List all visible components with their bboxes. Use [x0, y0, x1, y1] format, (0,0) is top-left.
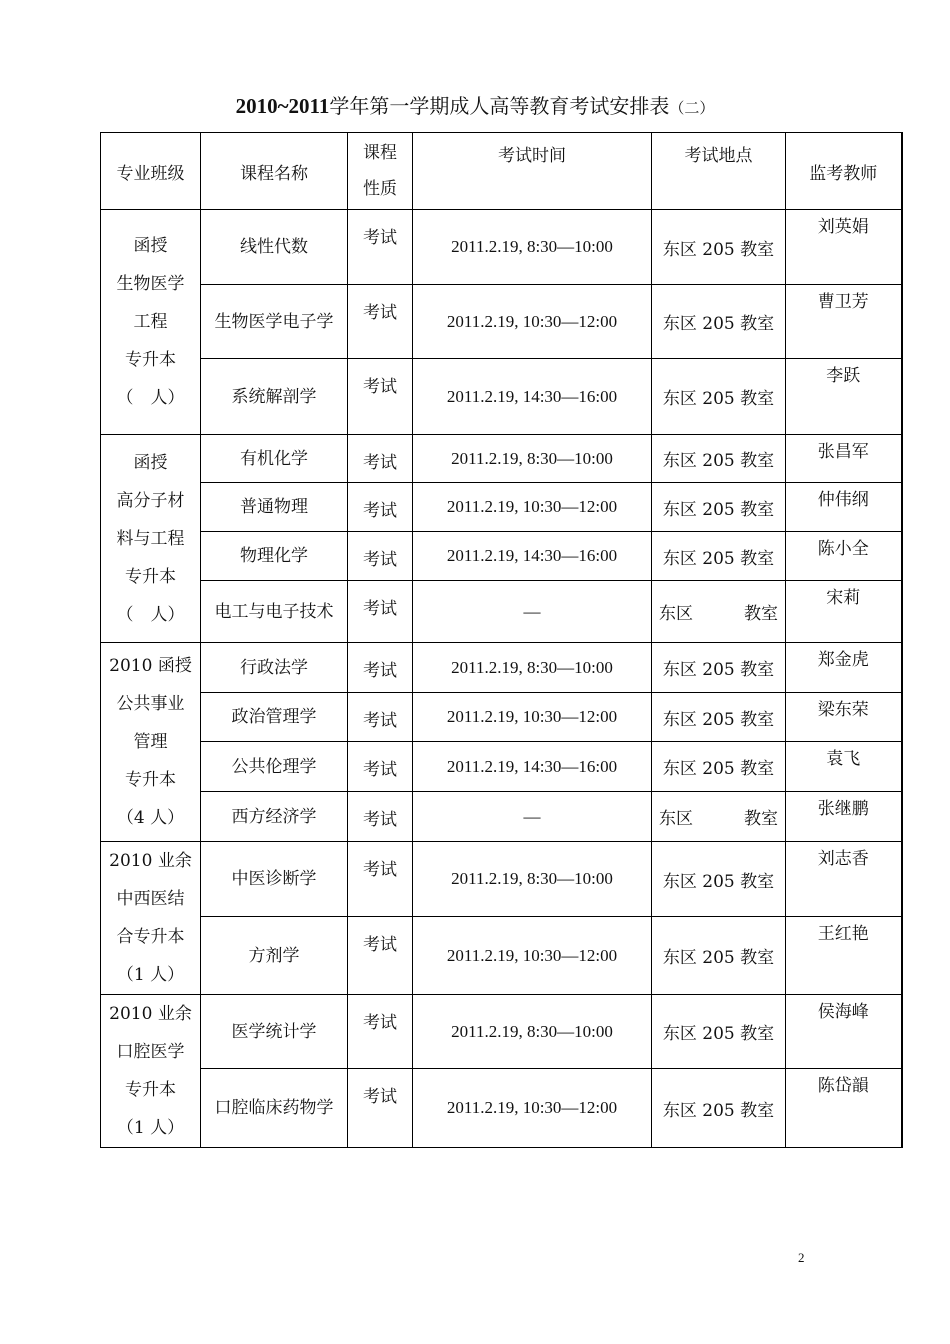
class-group-line: 专升本 [125, 566, 176, 587]
course-nature-cell: 考试 [348, 995, 413, 1069]
course-name-cell: 中医诊断学 [201, 842, 348, 917]
course-name-cell: 有机化学 [201, 435, 348, 483]
exam-time-cell: 2011.2.19, 14:30—16:00 [413, 359, 652, 435]
class-group-line: 高分子材 [116, 490, 185, 511]
header-course: 课程名称 [201, 133, 348, 210]
table-row [101, 842, 902, 917]
exam-time-cell: 2011.2.19, 10:30—12:00 [413, 285, 652, 359]
header-nature-line1: 课程 [363, 143, 397, 163]
course-name-cell: 电工与电子技术 [201, 581, 348, 643]
exam-location-cell: 东区 205 教室 [652, 643, 786, 693]
header-row [101, 133, 902, 210]
table-row [101, 995, 902, 1069]
class-group-line: 合专升本 [116, 927, 185, 947]
exam-location-cell: 东区 205 教室 [652, 917, 786, 995]
invigilator-cell: 袁飞 [786, 742, 902, 792]
class-group-line: 中西医结 [116, 889, 185, 909]
class-group-cell [101, 210, 201, 435]
table-row [101, 917, 902, 995]
header-nature [348, 133, 413, 210]
class-group-cell [101, 995, 201, 1148]
course-nature-cell: 考试 [348, 643, 413, 693]
invigilator-cell: 刘志香 [786, 842, 902, 917]
class-group-line: 函授 [133, 236, 168, 256]
class-group-line: （ 人） [116, 388, 185, 408]
exam-time-cell: — [413, 792, 652, 842]
header-nature-line2: 性质 [363, 179, 397, 199]
invigilator-cell: 郑金虎 [786, 643, 902, 693]
class-group-line: 函授 [133, 452, 168, 473]
table-row [101, 285, 902, 359]
class-group-line: （1 人） [116, 965, 185, 985]
exam-time-cell: 2011.2.19, 10:30—12:00 [413, 693, 652, 742]
table-row [101, 210, 902, 285]
course-nature-cell: 考试 [348, 917, 413, 995]
header-teacher: 监考教师 [786, 133, 902, 210]
invigilator-cell: 陈岱韻 [786, 1069, 902, 1148]
table-row [101, 359, 902, 435]
exam-time-cell: 2011.2.19, 8:30—10:00 [413, 643, 652, 693]
course-nature-cell: 考试 [348, 792, 413, 842]
header-class: 专业班级 [101, 133, 201, 210]
class-group-line: 生物医学 [116, 274, 185, 294]
page-number: 2 [798, 1250, 805, 1265]
invigilator-cell: 梁东荣 [786, 693, 902, 742]
title-text: 学年第一学期成人高等教育考试安排表 [329, 94, 670, 118]
course-name-cell: 生物医学电子学 [201, 285, 348, 359]
table-row [101, 532, 902, 581]
course-name-cell: 线性代数 [201, 210, 348, 285]
class-group-line: 公共事业 [116, 694, 185, 714]
class-group-line: 管理 [133, 732, 168, 752]
course-nature-cell: 考试 [348, 693, 413, 742]
exam-location-cell: 东区 205 教室 [652, 435, 786, 483]
course-nature-cell: 考试 [348, 581, 413, 643]
exam-time-cell: 2011.2.19, 14:30—16:00 [413, 532, 652, 581]
course-name-cell: 政治管理学 [201, 693, 348, 742]
course-nature-cell: 考试 [348, 285, 413, 359]
exam-location-cell: 东区 205 教室 [652, 359, 786, 435]
course-name-cell: 方剂学 [201, 917, 348, 995]
course-name-cell: 物理化学 [201, 532, 348, 581]
exam-time-cell: 2011.2.19, 10:30—12:00 [413, 917, 652, 995]
exam-location-cell: 东区 205 教室 [652, 995, 786, 1069]
header-location: 考试地点 [652, 133, 786, 210]
exam-time-cell: 2011.2.19, 14:30—16:00 [413, 742, 652, 792]
course-name-cell: 系统解剖学 [201, 359, 348, 435]
table-row [101, 693, 902, 742]
invigilator-cell: 陈小全 [786, 532, 902, 581]
class-group-line: 专升本 [125, 1080, 176, 1100]
exam-location-cell: 东区 205 教室 [652, 742, 786, 792]
table-row [101, 581, 902, 643]
class-group-cell [101, 643, 201, 842]
course-nature-cell: 考试 [348, 210, 413, 285]
class-group-line: 料与工程 [116, 528, 185, 549]
document-title [0, 92, 950, 122]
invigilator-cell: 张昌军 [786, 435, 902, 483]
course-name-cell: 口腔临床药物学 [201, 1069, 348, 1148]
invigilator-cell: 仲伟纲 [786, 483, 902, 532]
exam-location-cell: 东区 教室 [652, 792, 786, 842]
title-year-range: 2010~2011 [235, 94, 330, 118]
class-group-line: 2010 函授 [109, 656, 192, 676]
class-group-line: 口腔医学 [116, 1042, 185, 1062]
table-row [101, 643, 902, 693]
invigilator-cell: 李跃 [786, 359, 902, 435]
class-group-cell [101, 842, 201, 995]
class-group-line: （ 人） [116, 604, 185, 625]
class-group-line: 2010 业余 [109, 851, 192, 871]
table-row [101, 483, 902, 532]
exam-time-cell: 2011.2.19, 10:30—12:00 [413, 483, 652, 532]
header-time: 考试时间 [413, 133, 652, 210]
exam-schedule-table [100, 132, 903, 1148]
exam-time-cell: 2011.2.19, 8:30—10:00 [413, 210, 652, 285]
course-nature-cell: 考试 [348, 435, 413, 483]
table-row [101, 1069, 902, 1148]
class-group-line: 工程 [133, 312, 168, 332]
class-group-cell [101, 435, 201, 643]
course-nature-cell: 考试 [348, 532, 413, 581]
class-group-line: （1 人） [116, 1118, 185, 1138]
course-name-cell: 行政法学 [201, 643, 348, 693]
exam-time-cell: 2011.2.19, 10:30—12:00 [413, 1069, 652, 1148]
course-nature-cell: 考试 [348, 359, 413, 435]
course-name-cell: 西方经济学 [201, 792, 348, 842]
course-nature-cell: 考试 [348, 842, 413, 917]
table-row [101, 435, 902, 483]
exam-time-cell: — [413, 581, 652, 643]
exam-location-cell: 东区 205 教室 [652, 1069, 786, 1148]
exam-location-cell: 东区 205 教室 [652, 285, 786, 359]
invigilator-cell: 侯海峰 [786, 995, 902, 1069]
exam-location-cell: 东区 205 教室 [652, 210, 786, 285]
class-group-line: 2010 业余 [109, 1004, 192, 1024]
exam-time-cell: 2011.2.19, 8:30—10:00 [413, 435, 652, 483]
exam-location-cell: 东区 205 教室 [652, 483, 786, 532]
course-nature-cell: 考试 [348, 1069, 413, 1148]
invigilator-cell: 刘英娟 [786, 210, 902, 285]
invigilator-cell: 张继鹏 [786, 792, 902, 842]
title-suffix: （二） [669, 99, 715, 117]
table-row [101, 792, 902, 842]
exam-location-cell: 东区 205 教室 [652, 532, 786, 581]
class-group-line: 专升本 [125, 770, 176, 790]
course-name-cell: 公共伦理学 [201, 742, 348, 792]
course-nature-cell: 考试 [348, 742, 413, 792]
course-nature-cell: 考试 [348, 483, 413, 532]
invigilator-cell: 宋莉 [786, 581, 902, 643]
course-name-cell: 普通物理 [201, 483, 348, 532]
exam-time-cell: 2011.2.19, 8:30—10:00 [413, 995, 652, 1069]
exam-location-cell: 东区 教室 [652, 581, 786, 643]
exam-location-cell: 东区 205 教室 [652, 693, 786, 742]
exam-location-cell: 东区 205 教室 [652, 842, 786, 917]
invigilator-cell: 王红艳 [786, 917, 902, 995]
exam-time-cell: 2011.2.19, 8:30—10:00 [413, 842, 652, 917]
invigilator-cell: 曹卫芳 [786, 285, 902, 359]
class-group-line: （4 人） [116, 808, 185, 828]
table-row [101, 742, 902, 792]
course-name-cell: 医学统计学 [201, 995, 348, 1069]
class-group-line: 专升本 [125, 350, 176, 370]
